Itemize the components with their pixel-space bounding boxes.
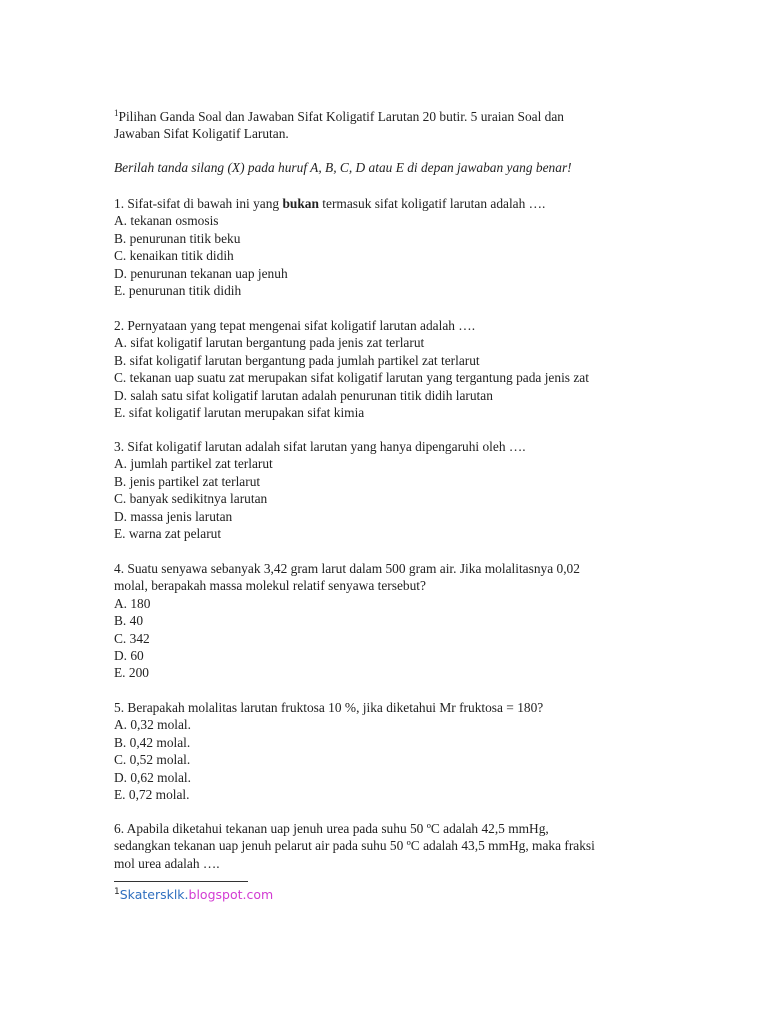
option-a: A. 180 [114,595,151,611]
instruction-text: Berilah tanda silang (X) pada huruf A, B, C, D atau E di depan jawaban yang benar! [114,160,572,175]
intro-line-1: $^1$Pilihan Ganda Soal dan Jawaban Sifat Koligatif Larutan 20 butir. 5 uraian Soal dan [114,108,565,124]
footnote [114,886,273,903]
option-d: D. 60 [114,648,144,664]
question-stem-line-1: 4. Suatu senyawa sebanyak 3,42 gram larut dalam 500 gram air. Jika molalitasnya 0,02 [114,561,580,576]
option-a: A. 0,32 molal. [114,717,191,733]
question-2 [114,317,674,421]
question-1 [114,195,674,299]
option-a: A. tekanan osmosis [114,213,219,229]
option-d: D. 0,62 molal. [114,769,191,785]
option-c: C. 342 [114,630,150,646]
question-stem-line-1: 6. Apabila diketahui tekanan uap jenuh urea pada suhu 50 ºC adalah 42,5 mmHg, [114,821,549,836]
intro-line-2: Jawaban Sifat Koligatif Larutan. [114,126,289,142]
option-c: C. kenaikan titik didih [114,248,234,264]
question-stem: 1. Sifat-sifat di bawah ini yang bukan termasuk sifat koligatif larutan adalah …. [114,196,546,211]
footnote-marker: 1 [114,887,120,897]
footnote-divider [114,881,248,882]
option-b: B. 40 [114,613,144,629]
option-b: B. jenis partikel zat terlarut [114,473,261,489]
option-b: B. penurunan titik beku [114,230,241,246]
option-b: B. 0,42 molal. [114,734,191,750]
question-stem: 5. Berapakah molalitas larutan fruktosa 10 %, jika diketahui Mr fruktosa = 180? [114,700,544,715]
question-stem: 2. Pernyataan yang tepat mengenai sifat koligatif larutan adalah …. [114,318,476,333]
option-e: E. 0,72 molal. [114,787,190,803]
option-e: E. sifat koligatif larutan merupakan sifat kimia [114,405,365,421]
question-3 [114,438,674,542]
option-a: A. sifat koligatif larutan bergantung pada jenis zat terlarut [114,335,425,351]
option-d: D. massa jenis larutan [114,508,233,524]
intro-paragraph [114,108,674,143]
question-stem-line-2: sedangkan tekanan uap jenuh pelarut air pada suhu 50 ºC adalah 43,5 mmHg, maka fraksi [114,838,595,854]
option-d: D. salah satu sifat koligatif larutan adalah penurunan titik didih larutan [114,387,493,403]
question-5 [114,699,674,803]
question-stem: 3. Sifat koligatif larutan adalah sifat larutan yang hanya dipengaruhi oleh …. [114,439,526,454]
option-e: E. penurunan titik didih [114,283,242,299]
option-a: A. jumlah partikel zat terlarut [114,456,273,472]
option-d: D. penurunan tekanan uap jenuh [114,265,288,281]
footnote-link-part-2[interactable]: blogspot.com [188,887,274,902]
footnote-link-part-1[interactable]: Skatersklk. [119,887,189,902]
option-e: E. 200 [114,665,149,681]
option-c: C. banyak sedikitnya larutan [114,491,268,507]
question-6 [114,820,674,872]
option-b: B. sifat koligatif larutan bergantung pada jumlah partikel zat terlarut [114,352,480,368]
emphasis-bukan: bukan [282,196,319,211]
question-stem-line-3: mol urea adalah …. [114,855,220,871]
option-c: C. tekanan uap suatu zat merupakan sifat koligatif larutan yang tergantung pada jenis zat [114,370,589,386]
option-c: C. 0,52 molal. [114,752,191,768]
question-stem-line-2: molal, berapakah massa molekul relatif senyawa tersebut? [114,578,426,594]
footnote-ref[interactable]: 1 [114,108,119,118]
option-e: E. warna zat pelarut [114,526,222,542]
question-4 [114,560,674,682]
